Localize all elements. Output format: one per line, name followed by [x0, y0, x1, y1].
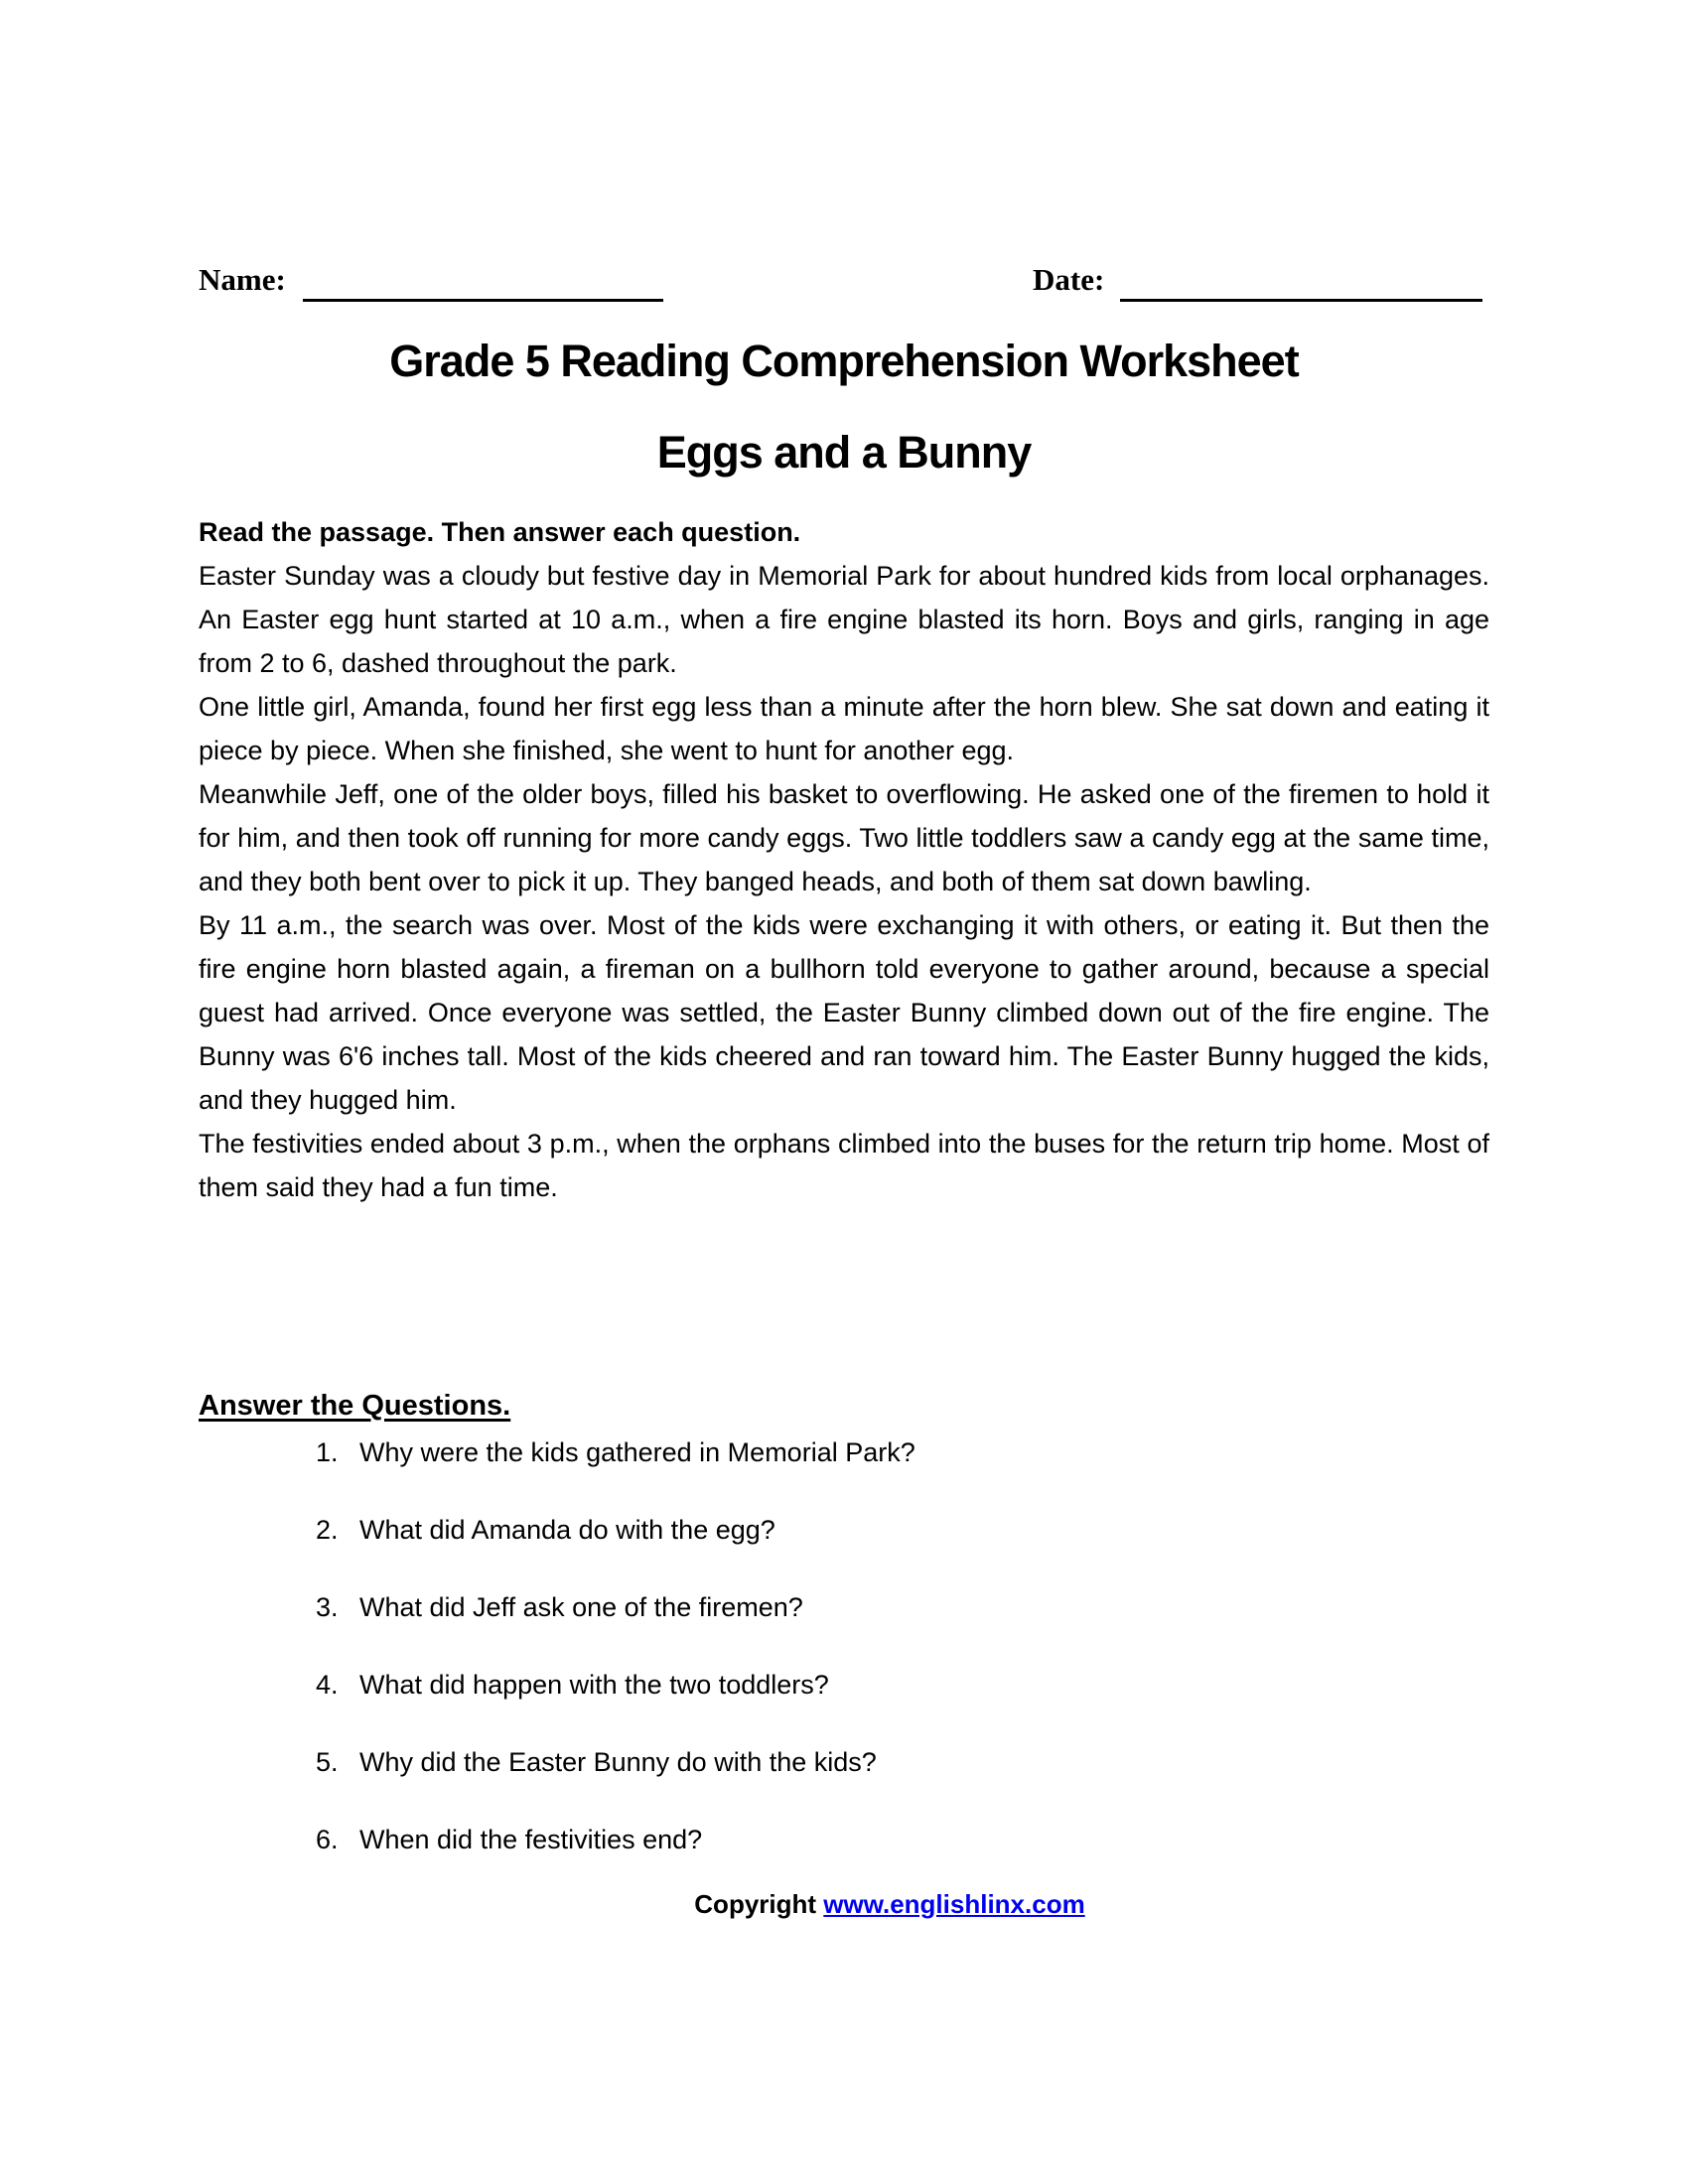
question-number: 2.	[316, 1515, 339, 1545]
question-row	[199, 1747, 1489, 1825]
question-number: 1.	[316, 1437, 339, 1467]
question-number: 4.	[316, 1670, 339, 1700]
question-text: What did Amanda do with the egg?	[359, 1515, 775, 1545]
question-number: 3.	[316, 1592, 339, 1622]
question-row	[199, 1437, 1489, 1515]
passage-paragraph: The festivities ended about 3 p.m., when the orphans climbed into the buses for the return trip home. Most of them said they had a fun time.	[199, 1129, 1489, 1202]
copyright-footer	[0, 1888, 1688, 1920]
question-number: 5.	[316, 1747, 339, 1777]
questions-heading: Answer the Questions.	[199, 1390, 511, 1422]
date-blank-line	[1120, 299, 1482, 302]
name-label: Name:	[199, 262, 286, 297]
question-text: What did happen with the two toddlers?	[359, 1670, 829, 1700]
question-number: 6.	[316, 1825, 339, 1854]
passage-paragraph: By 11 a.m., the search was over. Most of the kids were exchanging it with others, or eating it. But then the fire engine horn blasted again, a fireman on a bullhorn told everyone to gather around, because a special guest had arrived. Once everyone was settled, the Easter Bunny climbed down out of the fire engine. The Bunny was 6'6 inches tall. Most of the kids cheered and ran toward him. The Easter Bunny hugged the kids, and they hugged him.	[199, 910, 1489, 1115]
question-text: When did the festivities end?	[359, 1825, 703, 1854]
worksheet-title: Grade 5 Reading Comprehension Worksheet	[389, 336, 1299, 386]
date-label: Date:	[1033, 262, 1105, 297]
question-text: What did Jeff ask one of the firemen?	[359, 1592, 803, 1622]
question-text: Why did the Easter Bunny do with the kids?	[359, 1747, 877, 1777]
passage-title: Eggs and a Bunny	[656, 427, 1032, 478]
reading-passage	[199, 510, 1489, 1209]
question-row	[199, 1515, 1489, 1592]
copyright-label: Copyright	[694, 1889, 817, 1919]
question-row	[199, 1670, 1489, 1747]
englishlinx-link[interactable]: www.englishlinx.com	[823, 1889, 1085, 1919]
questions-section	[199, 1388, 1489, 1902]
question-row	[199, 1592, 1489, 1670]
question-text: Why were the kids gathered in Memorial Park?	[359, 1437, 915, 1467]
passage-paragraph: Easter Sunday was a cloudy but festive day in Memorial Park for about hundred kids from local orphanages. An Easter egg hunt started at 10 a.m., when a fire engine blasted its horn. Boys and girls, ranging in age from 2 to 6, dashed throughout the park.	[199, 561, 1489, 678]
passage-instructions: Read the passage. Then answer each question.	[199, 517, 801, 547]
name-blank-line	[303, 299, 663, 302]
question-list	[199, 1437, 1489, 1902]
passage-paragraph: One little girl, Amanda, found her first egg less than a minute after the horn blew. She sat down and eating it piece by piece. When she finished, she went to hunt for another egg.	[199, 692, 1489, 765]
passage-paragraph: Meanwhile Jeff, one of the older boys, filled his basket to overflowing. He asked one of the firemen to hold it for him, and then took off running for more candy eggs. Two little toddlers saw a candy egg at the same time, and they both bent over to pick it up. They banged heads, and both of them sat down bawling.	[199, 779, 1489, 896]
